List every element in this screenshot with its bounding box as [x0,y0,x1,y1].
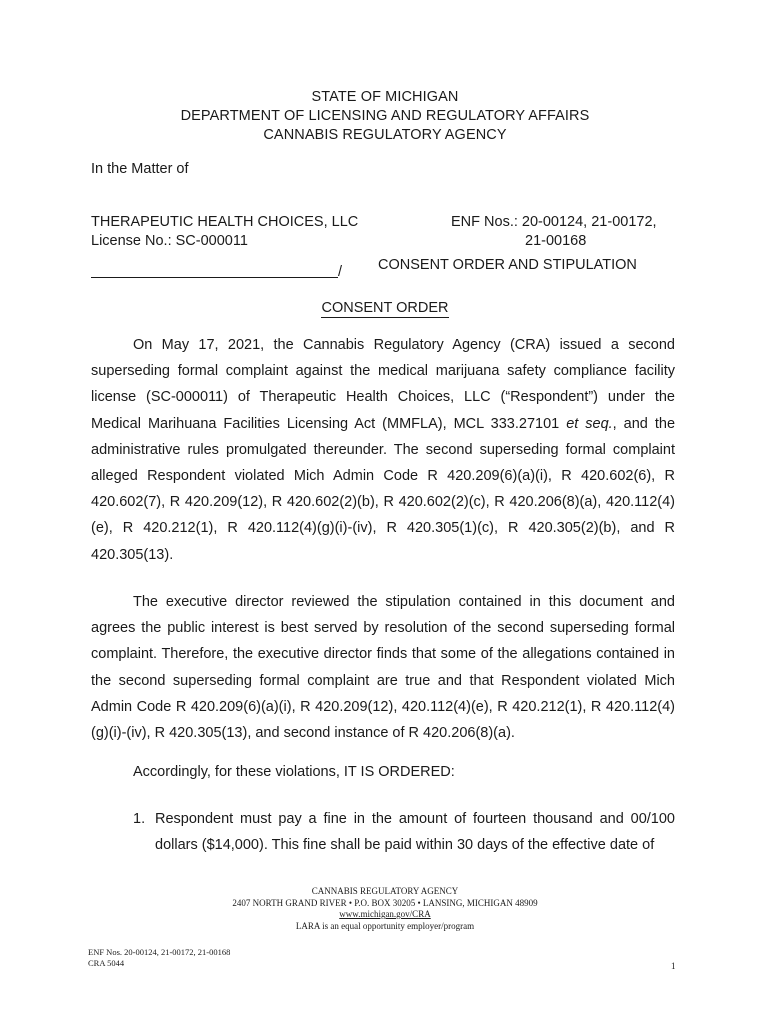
footer-eeo-statement: LARA is an equal opportunity employer/program [295,920,475,931]
caption-rule [91,264,342,280]
paragraph-findings: The executive director reviewed the stipulation contained in this document and agrees the public interest is best served by resolution of the second superseding formal complaint. Therefore, the executive director finds that some of the allegations contained in the second superseding formal complaint are true and that Respondent violated Mich Admin Code R 420.209(6)(a)(i), R 420.209(12), 420.112(4)(e), R 420.212(1), R 420.112(4)(g)(i)-(iv), R 420.305(13), and second instance of R 420.206(8)(a). [91,594,675,742]
respondent-name: THERAPEUTIC HEALTH CHOICES, LLC [91,214,359,230]
paragraph-complaint [91,332,675,568]
in-the-matter-label: In the Matter of [91,161,189,177]
enf-numbers-continued: 21-00168 [525,233,587,249]
paragraph-complaint-text-a: On May 17, 2021, the Cannabis Regulatory Agency (CRA) issued a second superseding formal complaint against the medical marijuana safety compliance facility license (SC-000011) of Therapeutic Health Choices, LLC (“Respondent”) under the Medical Marihuana Facilities Licensing Act (MMFLA), MCL 333.27101 [91,337,675,432]
enf-numbers: ENF Nos.: 20-00124, 21-00172, [451,214,657,230]
state-name: STATE OF MICHIGAN [311,89,459,105]
ordered-statement: Accordingly, for these violations, IT IS ORDERED: [133,764,455,780]
doc-form-number: CRA 5044 [88,958,125,968]
document-type-title: CONSENT ORDER AND STIPULATION [378,257,637,273]
consent-order-heading [0,300,770,316]
consent-order-heading-text: CONSENT ORDER [321,300,449,316]
agency-name: CANNABIS REGULATORY AGENCY [263,127,507,143]
license-number: License No.: SC-000011 [91,233,248,249]
et-seq-italic: et seq. [566,415,613,432]
doc-enf-numbers: ENF Nos. 20-00124, 21-00172, 21-00168 [88,947,231,957]
page-footer [0,886,770,932]
footer-address: 2407 NORTH GRAND RIVER • P.O. BOX 30205 • LANSING, MICHIGAN 48909 [232,897,538,908]
department-name: DEPARTMENT OF LICENSING AND REGULATORY AFFAIRS [180,108,590,124]
paragraph-complaint-text-b: , and the administrative rules promulgated thereunder. The second superseding formal complaint alleged Respondent violated Mich Admin Code R 420.209(6)(a)(i), R 420.602(6), R 420.602(7), R 420.209(12), R 420.602(2)(b), R 420.602(2)(c), R 420.206(8)(a), 420.112(4)(e), R 420.212(1), R 420.112(4)(g)(i)-(iv), R 420.305(1)(c), R 420.305(2)(b), and R 420.305(13). [91,415,676,563]
footer-agency: CANNABIS REGULATORY AGENCY [311,886,459,896]
order-item-number: 1. [133,811,146,827]
signature-line [91,277,338,278]
order-item [133,806,675,858]
order-item-text: Respondent must pay a fine in the amount of fourteen thousand and 00/100 dollars ($14,000). This fine shall be paid within 30 days of the effective date of [155,811,675,854]
caption-rule-slash: / [338,264,343,280]
page-number: 1 [671,961,676,971]
document-identifier [88,947,230,969]
footer-website-link[interactable]: www.michigan.gov/CRA [339,909,431,919]
letterhead [0,88,770,145]
